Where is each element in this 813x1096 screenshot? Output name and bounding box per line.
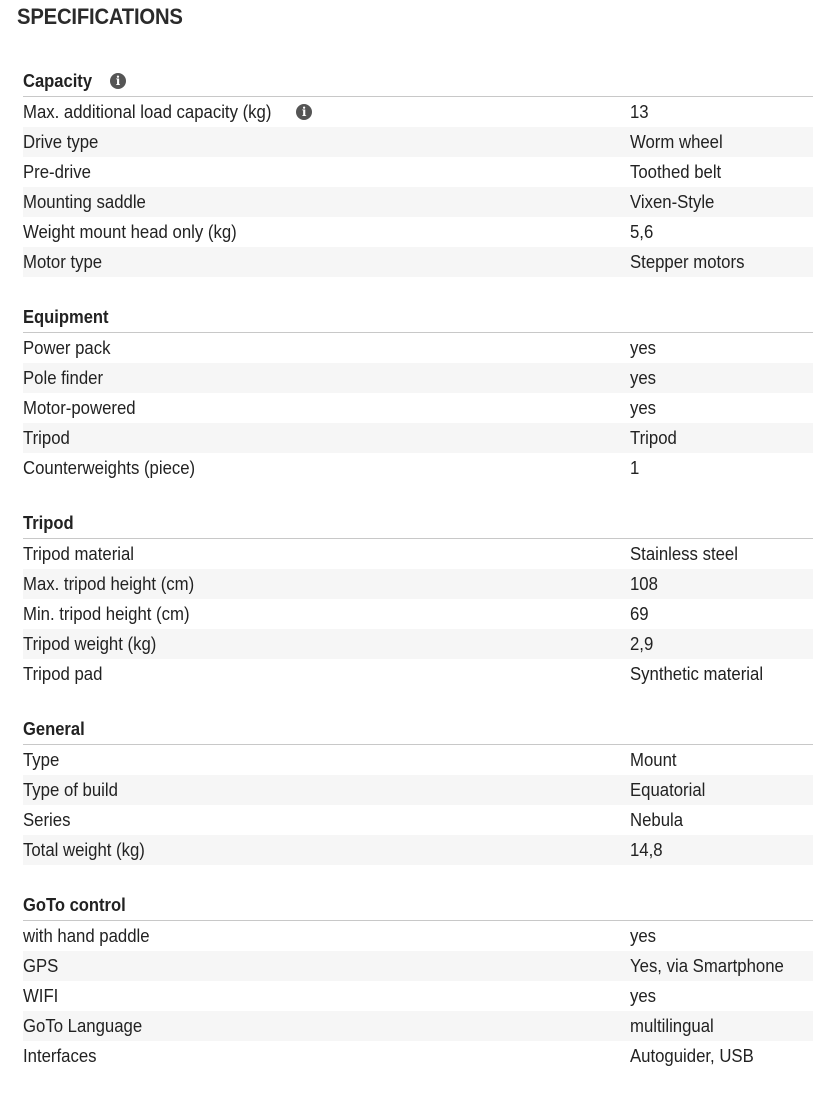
spec-label-text: Drive type xyxy=(23,131,99,152)
spec-label-text: Pole finder xyxy=(23,367,104,388)
spec-row xyxy=(23,1011,813,1041)
section-title: Capacity xyxy=(23,70,93,91)
spec-section xyxy=(23,890,813,1071)
spec-label xyxy=(23,1046,630,1067)
spec-value-text: yes xyxy=(630,925,657,946)
spec-value-text: yes xyxy=(630,397,657,418)
section-rows xyxy=(23,745,813,865)
section-header xyxy=(23,66,813,97)
spec-label-text: Type xyxy=(23,749,60,770)
spec-label-text: with hand paddle xyxy=(23,925,150,946)
spec-value xyxy=(630,458,813,479)
spec-value-text: yes xyxy=(630,367,657,388)
spec-value-text: Yes, via Smartphone xyxy=(630,955,784,976)
spec-value xyxy=(630,604,813,625)
spec-value-text: yes xyxy=(630,337,657,358)
spec-value xyxy=(630,840,813,861)
spec-value xyxy=(630,810,813,831)
spec-label-text: Power pack xyxy=(23,337,111,358)
spec-value xyxy=(630,634,813,655)
spec-label-text: WIFI xyxy=(23,985,59,1006)
spec-label xyxy=(23,840,630,861)
spec-label xyxy=(23,780,630,801)
spec-row xyxy=(23,217,813,247)
spec-value-text: Nebula xyxy=(630,809,684,830)
spec-label xyxy=(23,634,630,655)
spec-label-text: GoTo Language xyxy=(23,1015,143,1036)
spec-value xyxy=(630,132,813,153)
spec-value-text: 108 xyxy=(630,573,658,594)
spec-label-text: Total weight (kg) xyxy=(23,839,145,860)
spec-row xyxy=(23,423,813,453)
spec-value-text: 14,8 xyxy=(630,839,663,860)
spec-value-text: Toothed belt xyxy=(630,161,722,182)
section-title: Equipment xyxy=(23,306,109,327)
spec-row xyxy=(23,187,813,217)
spec-value-text: Vixen-Style xyxy=(630,191,715,212)
section-rows xyxy=(23,97,813,277)
spec-row xyxy=(23,629,813,659)
spec-label xyxy=(23,1016,630,1037)
spec-section xyxy=(23,508,813,689)
spec-value xyxy=(630,544,813,565)
spec-label-text: Mounting saddle xyxy=(23,191,146,212)
spec-label-text: Series xyxy=(23,809,71,830)
spec-row xyxy=(23,363,813,393)
section-rows xyxy=(23,921,813,1071)
spec-label-text: Interfaces xyxy=(23,1045,97,1066)
spec-label xyxy=(23,604,630,625)
section-header xyxy=(23,714,813,745)
spec-label xyxy=(23,162,630,183)
spec-value xyxy=(630,192,813,213)
spec-label-text: Tripod weight (kg) xyxy=(23,633,157,654)
spec-value-text: Stepper motors xyxy=(630,251,745,272)
spec-value xyxy=(630,1046,813,1067)
spec-label xyxy=(23,398,630,419)
section-rows xyxy=(23,539,813,689)
spec-value-text: Tripod xyxy=(630,427,677,448)
spec-row xyxy=(23,333,813,363)
spec-value-text: Equatorial xyxy=(630,779,706,800)
spec-row xyxy=(23,599,813,629)
spec-label xyxy=(23,338,630,359)
spec-value-text: Autoguider, USB xyxy=(630,1045,754,1066)
info-icon[interactable]: i xyxy=(110,73,126,89)
spec-row xyxy=(23,835,813,865)
spec-row xyxy=(23,97,813,127)
spec-label xyxy=(23,428,630,449)
spec-value xyxy=(630,986,813,1007)
spec-row xyxy=(23,393,813,423)
spec-label xyxy=(23,458,630,479)
spec-value-text: yes xyxy=(630,985,657,1006)
spec-label xyxy=(23,926,630,947)
spec-label xyxy=(23,574,630,595)
spec-label-text: Type of build xyxy=(23,779,118,800)
spec-label-text: Max. tripod height (cm) xyxy=(23,573,195,594)
spec-label-text: Weight mount head only (kg) xyxy=(23,221,237,242)
section-header xyxy=(23,508,813,539)
spec-row xyxy=(23,127,813,157)
spec-value xyxy=(630,252,813,273)
spec-row xyxy=(23,247,813,277)
spec-label-text: Tripod material xyxy=(23,543,135,564)
spec-value-text: 5,6 xyxy=(630,221,654,242)
section-header xyxy=(23,302,813,333)
spec-row xyxy=(23,775,813,805)
spec-row xyxy=(23,921,813,951)
spec-value xyxy=(630,750,813,771)
spec-label xyxy=(23,102,630,123)
spec-section xyxy=(23,302,813,483)
spec-row xyxy=(23,951,813,981)
section-title: GoTo control xyxy=(23,894,126,915)
spec-value-text: multilingual xyxy=(630,1015,714,1036)
specifications-list xyxy=(23,66,813,1096)
spec-label xyxy=(23,810,630,831)
spec-row xyxy=(23,745,813,775)
spec-value-text: 2,9 xyxy=(630,633,654,654)
spec-value xyxy=(630,926,813,947)
spec-value-text: Worm wheel xyxy=(630,131,723,152)
spec-label-text: Counterweights (piece) xyxy=(23,457,196,478)
spec-value xyxy=(630,222,813,243)
spec-label-text: Min. tripod height (cm) xyxy=(23,603,190,624)
spec-value xyxy=(630,956,813,977)
spec-label-text: Motor type xyxy=(23,251,103,272)
spec-value-text: Synthetic material xyxy=(630,663,764,684)
spec-row xyxy=(23,569,813,599)
spec-row xyxy=(23,539,813,569)
spec-value xyxy=(630,780,813,801)
spec-label-text: Motor-powered xyxy=(23,397,136,418)
spec-label-text: Tripod xyxy=(23,427,70,448)
spec-value xyxy=(630,102,813,123)
section-rows xyxy=(23,333,813,483)
spec-row xyxy=(23,981,813,1011)
page-title: SPECIFICATIONS xyxy=(17,4,183,29)
section-title: Tripod xyxy=(23,512,74,533)
spec-value xyxy=(630,398,813,419)
spec-label xyxy=(23,664,630,685)
spec-label xyxy=(23,368,630,389)
spec-value xyxy=(630,428,813,449)
spec-value-text: Mount xyxy=(630,749,677,770)
spec-label xyxy=(23,750,630,771)
spec-row xyxy=(23,157,813,187)
spec-value-text: Stainless steel xyxy=(630,543,738,564)
section-header xyxy=(23,890,813,921)
spec-label xyxy=(23,956,630,977)
spec-label xyxy=(23,192,630,213)
spec-label-text: Tripod pad xyxy=(23,663,103,684)
spec-value xyxy=(630,1016,813,1037)
spec-section xyxy=(23,714,813,865)
spec-value xyxy=(630,162,813,183)
section-title: General xyxy=(23,718,85,739)
spec-row xyxy=(23,659,813,689)
spec-value xyxy=(630,368,813,389)
spec-section xyxy=(23,66,813,277)
spec-row xyxy=(23,453,813,483)
spec-row xyxy=(23,805,813,835)
spec-value-text: 13 xyxy=(630,101,649,122)
spec-value-text: 69 xyxy=(630,603,649,624)
spec-row xyxy=(23,1041,813,1071)
spec-value xyxy=(630,664,813,685)
spec-label xyxy=(23,986,630,1007)
spec-value xyxy=(630,338,813,359)
spec-label xyxy=(23,544,630,565)
spec-label xyxy=(23,132,630,153)
spec-label-text: Max. additional load capacity (kg) xyxy=(23,101,272,122)
spec-label-text: GPS xyxy=(23,955,59,976)
spec-label-text: Pre-drive xyxy=(23,161,91,182)
info-icon[interactable]: i xyxy=(296,104,312,120)
spec-value-text: 1 xyxy=(630,457,640,478)
spec-label xyxy=(23,222,630,243)
spec-value xyxy=(630,574,813,595)
spec-label xyxy=(23,252,630,273)
